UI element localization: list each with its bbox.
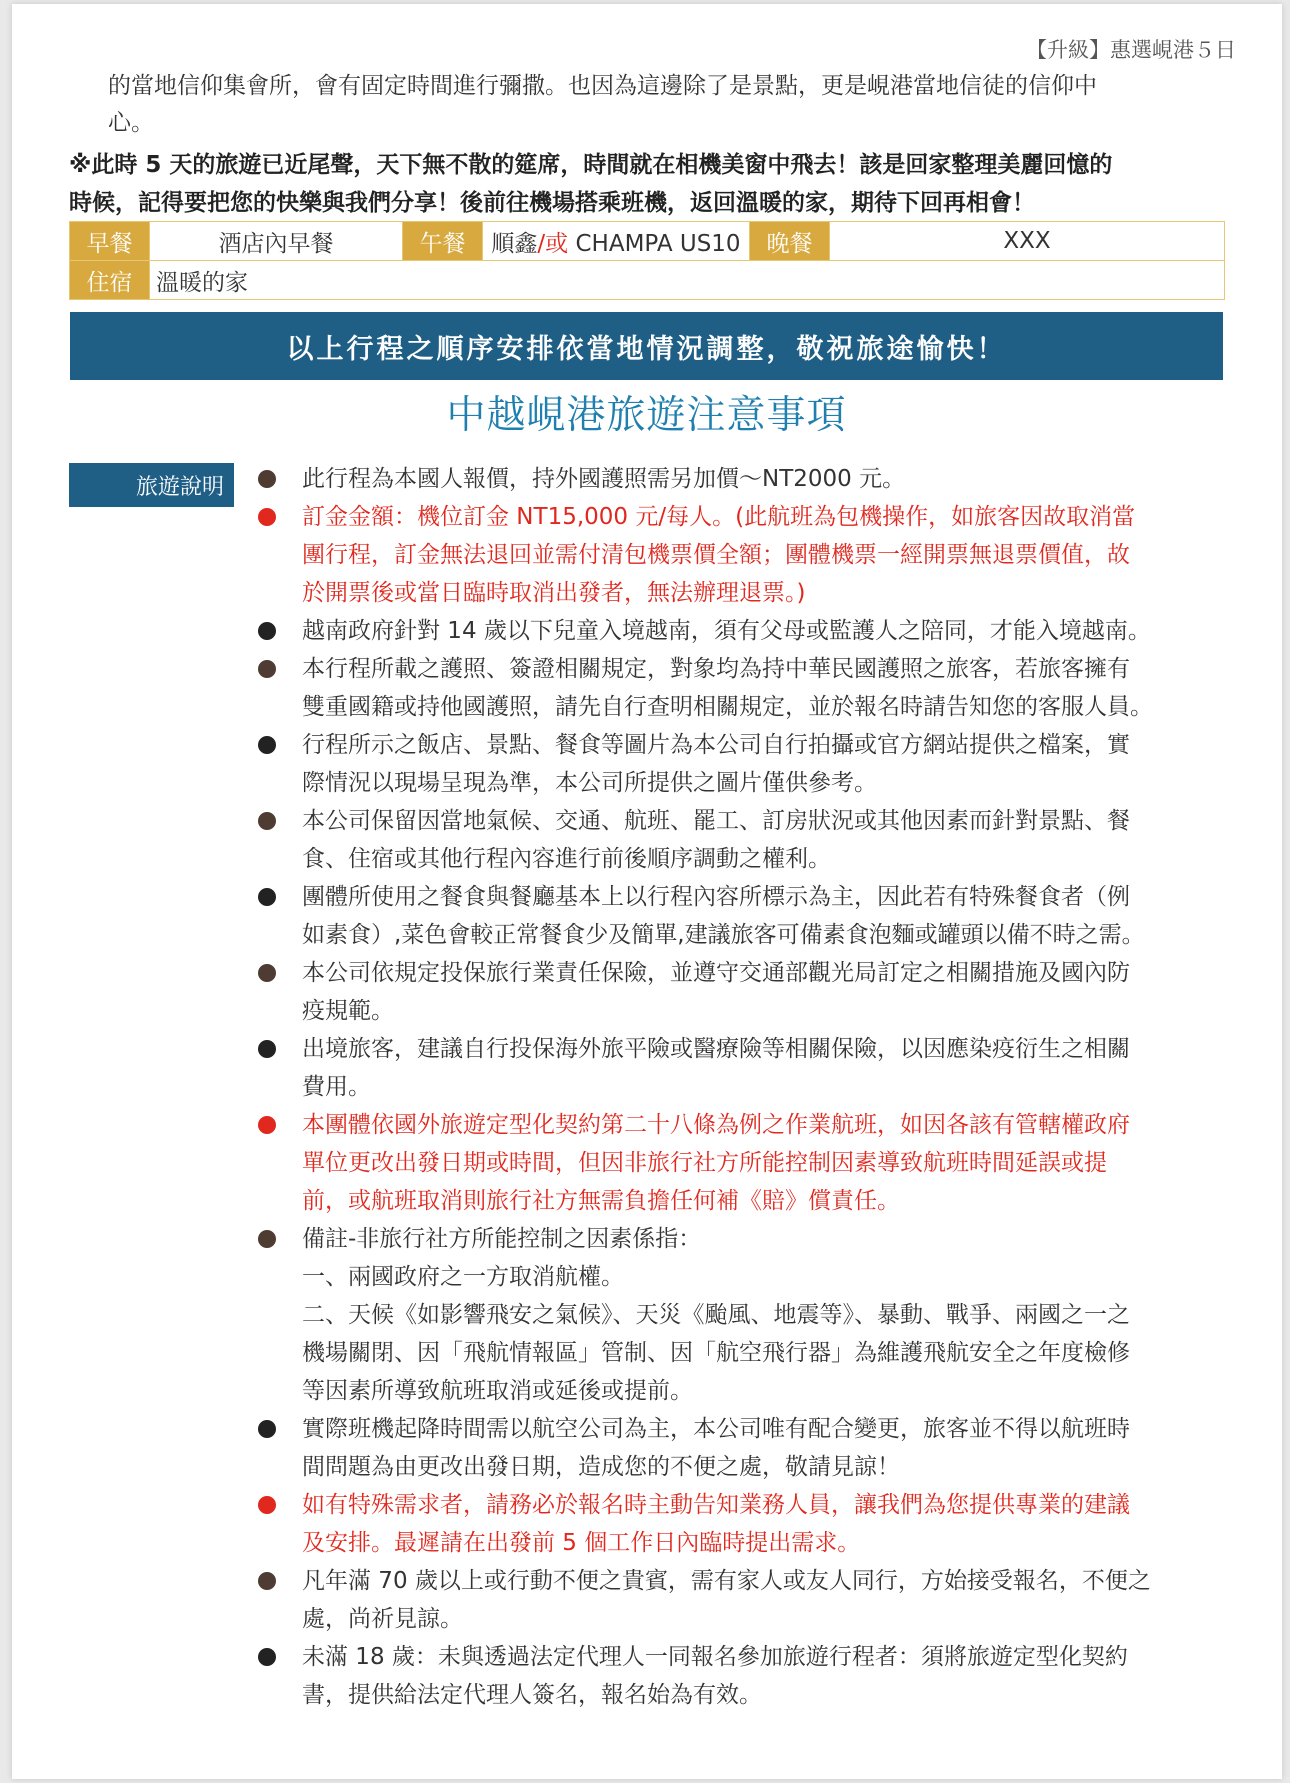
note-item — [258, 1638, 1238, 1714]
bullet-icon — [258, 1572, 276, 1590]
bullet-icon — [258, 736, 276, 754]
note-line: 此行程為本國人報價，持外國護照需另加價～NT2000 元。 — [302, 466, 906, 492]
intro-line: 的當地信仰集會所，會有固定時間進行彌撒。也因為這邊除了是景點，更是峴港當地信徒的信仰中 — [108, 73, 1097, 99]
intro-line: 心。 — [108, 110, 154, 136]
note-line: 書，提供給法定代理人簽名，報名始為有效。 — [302, 1682, 762, 1708]
farewell-line: 時候，記得要把您的快樂與我們分享！後前往機場搭乘班機，返回溫暖的家，期待下回再相會！ — [69, 190, 1035, 216]
note-line: 雙重國籍或持他國護照，請先自行查明相關規定，並於報名時請告知您的客服人員。 — [302, 694, 1153, 720]
note-line: 間問題為由更改出發日期，造成您的不便之處，敬請見諒！ — [302, 1454, 900, 1480]
lunch-option-b: CHAMPA US10 — [568, 230, 741, 257]
note-line: 團體所使用之餐食與餐廳基本上以行程內容所標示為主，因此若有特殊餐食者（例 — [302, 884, 1130, 910]
note-item — [258, 802, 1238, 878]
note-item — [258, 878, 1238, 954]
note-line: 食、住宿或其他行程內容進行前後順序調動之權利。 — [302, 846, 831, 872]
note-line: 如有特殊需求者，請務必於報名時主動告知業務人員，讓我們為您提供專業的建議 — [302, 1492, 1130, 1518]
dinner-value: XXX — [830, 222, 1225, 261]
note-line: 費用。 — [302, 1074, 371, 1100]
bullet-icon — [258, 1420, 276, 1438]
note-line: 前，或航班取消則旅行社方無需負擔任何補《賠》償責任。 — [302, 1188, 900, 1214]
lunch-option-a: 順鑫 — [491, 230, 538, 257]
note-line: 實際班機起降時間需以航空公司為主，本公司唯有配合變更，旅客並不得以航班時 — [302, 1416, 1130, 1442]
note-line: 及安排。最遲請在出發前 5 個工作日內臨時提出需求。 — [302, 1530, 861, 1556]
note-line: 如素食）,菜色會較正常餐食少及簡單,建議旅客可備素食泡麵或罐頭以備不時之需。 — [302, 922, 1145, 948]
lunch-value — [483, 222, 750, 261]
bullet-icon — [258, 1230, 276, 1248]
breakfast-label: 早餐 — [70, 222, 150, 261]
note-line: 出境旅客，建議自行投保海外旅平險或醫療險等相關保險，以因應染疫衍生之相關 — [302, 1036, 1130, 1062]
bullet-icon — [258, 1116, 276, 1134]
note-item — [258, 1106, 1238, 1220]
note-line: 越南政府針對 14 歲以下兒童入境越南，須有父母或監護人之陪同，才能入境越南。 — [302, 618, 1151, 644]
note-line: 本團體依國外旅遊定型化契約第二十八條為例之作業航班，如因各該有管轄權政府 — [302, 1112, 1130, 1138]
note-line: 團行程，訂金無法退回並需付清包機票價全額；團體機票一經開票無退票價值，故 — [302, 542, 1130, 568]
farewell-paragraph — [69, 146, 1239, 222]
note-line: 備註-非旅行社方所能控制之因素係指： — [302, 1226, 702, 1252]
note-line: 訂金金額：機位訂金 NT15,000 元/每人。(此航班為包機操作，如旅客因故取消當 — [302, 504, 1136, 530]
bullet-icon — [258, 622, 276, 640]
stay-row — [70, 261, 1225, 300]
bullet-icon — [258, 660, 276, 678]
meal-table — [69, 221, 1225, 300]
bullet-icon — [258, 1496, 276, 1514]
document-page — [12, 4, 1282, 1779]
breakfast-value: 酒店內早餐 — [150, 222, 403, 261]
bullet-icon — [258, 812, 276, 830]
notice-title: 中越峴港旅遊注意事項 — [446, 393, 847, 438]
note-item — [258, 1030, 1238, 1106]
dinner-label: 晚餐 — [750, 222, 830, 261]
note-line: 二、天候《如影響飛安之氣候》、天災《颱風、地震等》、暴動、戰爭、兩國之一之 — [302, 1302, 1130, 1328]
note-line: 處，尚祈見諒。 — [302, 1606, 463, 1632]
note-item — [258, 1410, 1238, 1486]
itinerary-banner: 以上行程之順序安排依當地情況調整，敬祝旅途愉快！ — [70, 312, 1223, 380]
intro-paragraph — [108, 68, 1238, 142]
meal-row — [70, 222, 1225, 261]
note-item — [258, 650, 1238, 726]
lunch-label: 午餐 — [403, 222, 483, 261]
bullet-icon — [258, 964, 276, 982]
note-line: 行程所示之飯店、景點、餐食等圖片為本公司自行拍攝或官方網站提供之檔案，實 — [302, 732, 1130, 758]
bullet-icon — [258, 1040, 276, 1058]
note-item — [258, 1486, 1238, 1562]
note-item — [258, 460, 1238, 498]
travel-notes-label: 旅遊說明 — [69, 463, 234, 507]
bullet-icon — [258, 1648, 276, 1666]
note-item — [258, 954, 1238, 1030]
note-item — [258, 498, 1238, 612]
note-item — [258, 612, 1238, 650]
stay-label: 住宿 — [70, 261, 150, 300]
lunch-or: /或 — [537, 230, 569, 257]
note-line: 本行程所載之護照、簽證相關規定，對象均為持中華民國護照之旅客，若旅客擁有 — [302, 656, 1130, 682]
note-line: 疫規範。 — [302, 998, 394, 1024]
note-line: 於開票後或當日臨時取消出發者，無法辦理退票。) — [302, 580, 806, 606]
note-line: 一、兩國政府之一方取消航權。 — [302, 1264, 624, 1290]
note-line: 本公司保留因當地氣候、交通、航班、罷工、訂房狀況或其他因素而針對景點、餐 — [302, 808, 1130, 834]
note-line: 等因素所導致航班取消或延後或提前。 — [302, 1378, 693, 1404]
note-item — [258, 1220, 1238, 1410]
note-line: 際情況以現場呈現為準，本公司所提供之圖片僅供參考。 — [302, 770, 877, 796]
note-item — [258, 1562, 1238, 1638]
note-line: 機場關閉、因「飛航情報區」管制、因「航空飛行器」為維護飛航安全之年度檢修 — [302, 1340, 1130, 1366]
note-line: 未滿 18 歲：未與透過法定代理人一同報名參加旅遊行程者：須將旅遊定型化契約 — [302, 1644, 1128, 1670]
note-line: 單位更改出發日期或時間，但因非旅行社方所能控制因素導致航班時間延誤或提 — [302, 1150, 1107, 1176]
note-item — [258, 726, 1238, 802]
note-line: 本公司依規定投保旅行業責任保險，並遵守交通部觀光局訂定之相關措施及國內防 — [302, 960, 1130, 986]
note-line: 凡年滿 70 歲以上或行動不便之貴賓，需有家人或友人同行，方始接受報名，不便之 — [302, 1568, 1151, 1594]
itinerary-tag: 【升級】惠選峴港５日 — [1026, 38, 1236, 62]
bullet-icon — [258, 508, 276, 526]
bullet-icon — [258, 470, 276, 488]
farewell-line: ※此時 5 天的旅遊已近尾聲，天下無不散的筵席，時間就在相機美窗中飛去！該是回家整理美麗回憶的 — [69, 152, 1113, 178]
travel-notes-list — [258, 460, 1238, 1714]
bullet-icon — [258, 888, 276, 906]
stay-value: 溫暖的家 — [150, 261, 1225, 300]
